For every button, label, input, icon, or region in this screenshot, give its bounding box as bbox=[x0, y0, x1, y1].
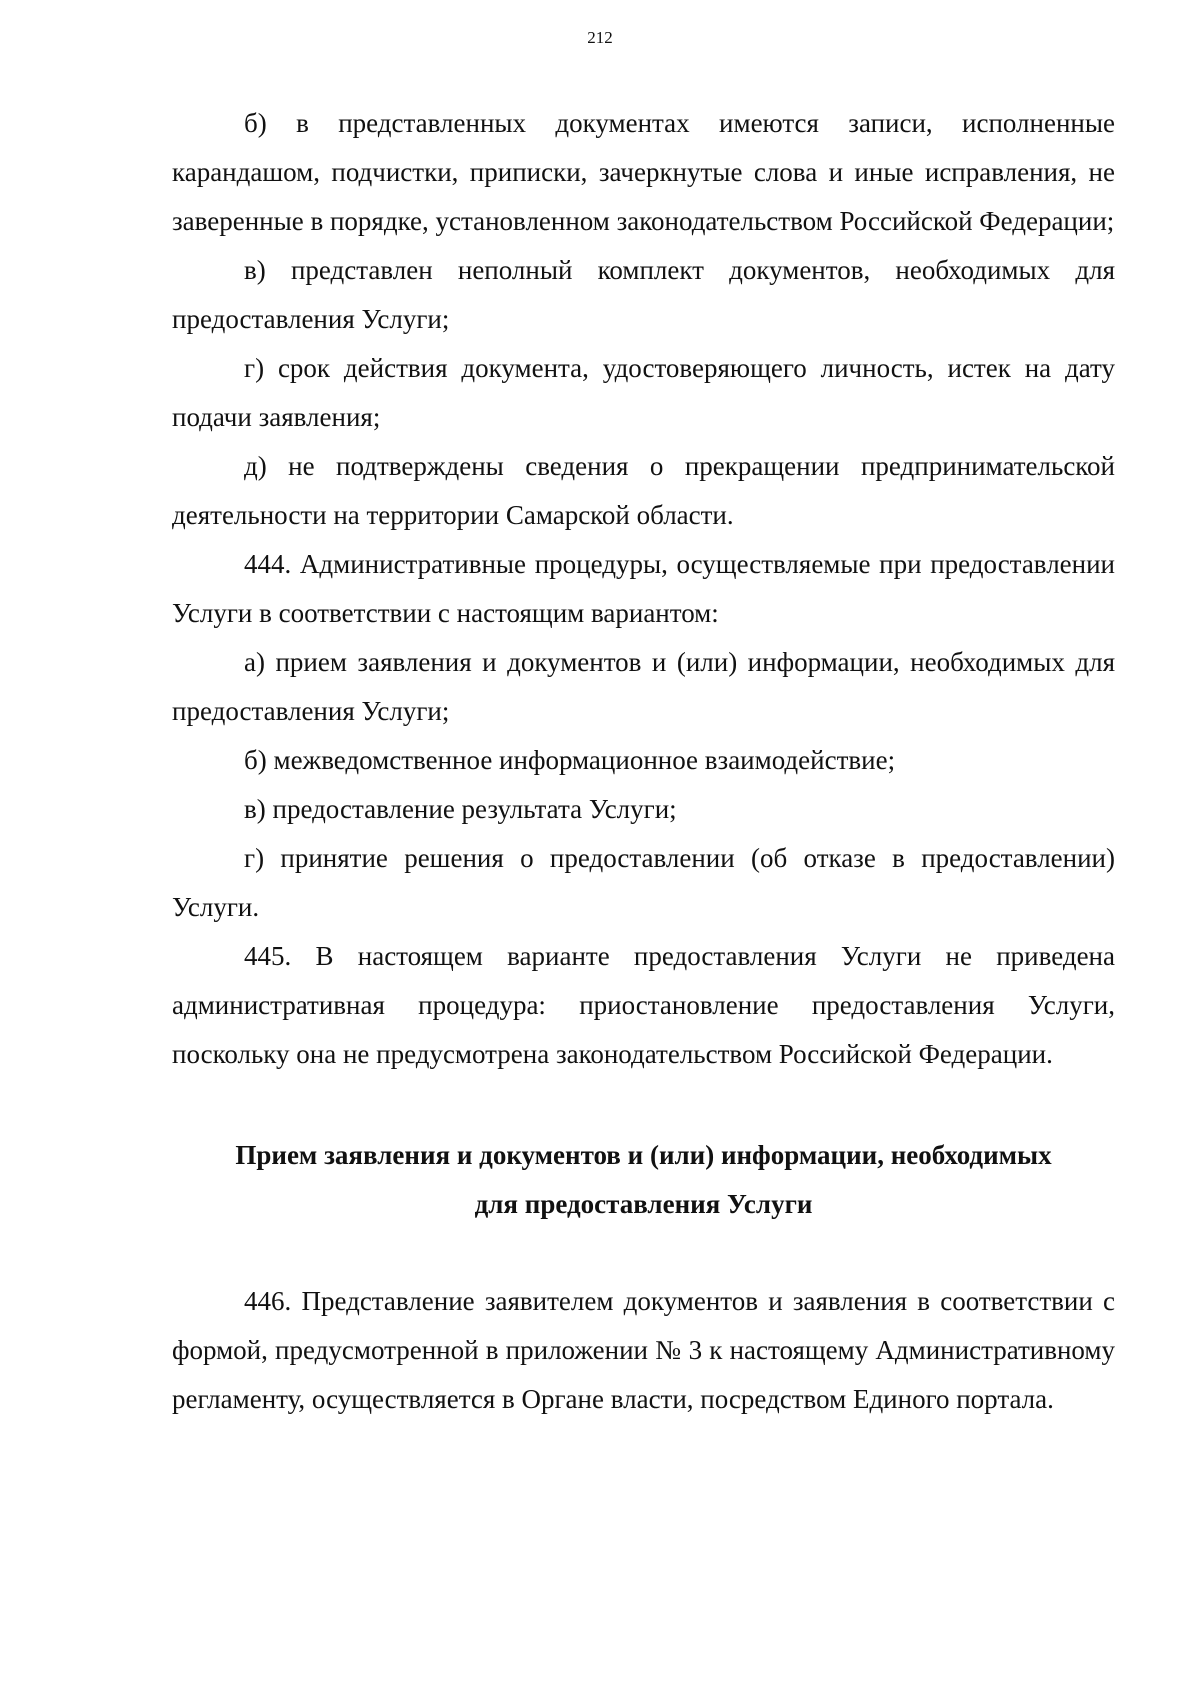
paragraph-445: 445. В настоящем варианте предоставления Услуги не приведена административная процедура: приостановление предоставления Услуги, поскольку она не предусмотрена законодательством Российской Федерации. bbox=[172, 941, 1115, 1069]
paragraph-item-b: б) в представленных документах имеются записи, исполненные карандашом, подчистки, приписки, зачеркнутые слова и иные исправления, не заверенные в порядке, установленном законодательством Российской Федерации; bbox=[172, 108, 1115, 236]
section-heading bbox=[172, 1131, 1115, 1229]
paragraph-444: 444. Административные процедуры, осуществляемые при предоставлении Услуги в соответствии с настоящим вариантом: bbox=[172, 549, 1115, 628]
document-body bbox=[172, 99, 1115, 1424]
paragraph-item-d: д) не подтверждены сведения о прекращении предпринимательской деятельности на территории Самарской области. bbox=[172, 451, 1115, 530]
section-heading-line-2: для предоставления Услуги bbox=[474, 1189, 813, 1219]
paragraph-item-v: в) представлен неполный комплект документов, необходимых для предоставления Услуги; bbox=[172, 255, 1115, 334]
paragraph-444-v: в) предоставление результата Услуги; bbox=[244, 794, 677, 824]
paragraph-444-a: а) прием заявления и документов и (или) информации, необходимых для предоставления Услуги; bbox=[172, 647, 1115, 726]
section-heading-line-1: Прием заявления и документов и (или) информации, необходимых bbox=[235, 1140, 1052, 1170]
paragraph-446: 446. Представление заявителем документов и заявления в соответствии с формой, предусмотренной в приложении № 3 к настоящему Административному регламенту, осуществляется в Органе власти, посредством Единого портала. bbox=[172, 1286, 1115, 1414]
paragraph-444-g: г) принятие решения о предоставлении (об отказе в предоставлении) Услуги. bbox=[172, 843, 1115, 922]
paragraph-item-g: г) срок действия документа, удостоверяющего личность, истек на дату подачи заявления; bbox=[172, 353, 1115, 432]
page-number: 212 bbox=[587, 28, 613, 47]
paragraph-444-b: б) межведомственное информационное взаимодействие; bbox=[244, 745, 896, 775]
